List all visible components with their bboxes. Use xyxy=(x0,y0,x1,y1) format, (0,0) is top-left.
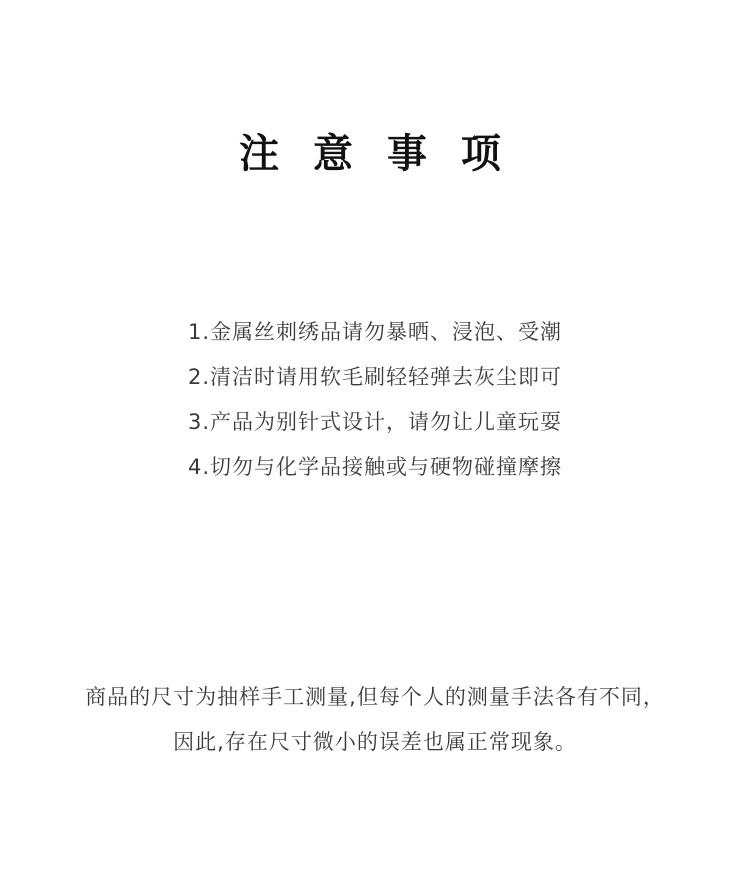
care-notes-inner xyxy=(188,310,562,490)
disclaimer-line-1: 商品的尺寸为抽样手工测量,但每个人的测量手法各有不同， xyxy=(85,685,665,709)
care-notes-list xyxy=(0,310,750,490)
care-note-2: 2.清洁时请用软毛刷轻轻弹去灰尘即可 xyxy=(187,365,563,389)
care-note-3: 3.产品为别针式设计，请勿让儿童玩耍 xyxy=(187,410,563,434)
size-disclaimer xyxy=(0,675,750,765)
care-note-1: 1.金属丝刺绣品请勿暴晒、浸泡、受潮 xyxy=(187,320,563,344)
page-title: 注 意 事 项 xyxy=(239,131,511,177)
disclaimer-line-2: 因此,存在尺寸微小的误差也属正常现象。 xyxy=(173,730,577,754)
care-note-4: 4.切勿与化学品接触或与硬物碰撞摩擦 xyxy=(187,455,563,479)
